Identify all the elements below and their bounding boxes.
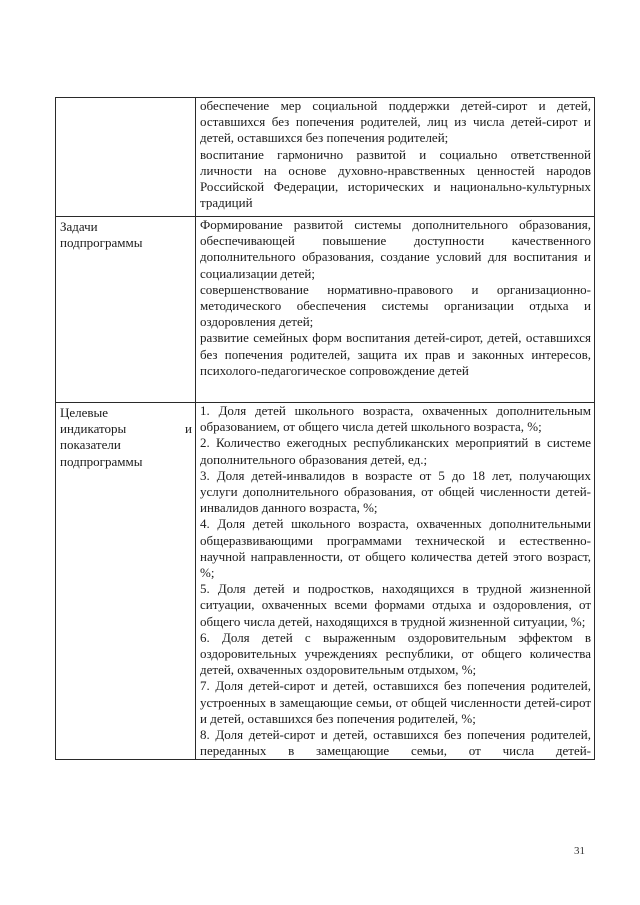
program-passport-table	[55, 97, 595, 760]
indicator-item: 2. Количество ежегодных республиканских мероприятий в системе дополнительного образования детей, ед.;	[200, 435, 591, 467]
indicator-item: 6. Доля детей с выраженным оздоровительным эффектом в оздоровительных учреждениях республики, от общего количества детей, охваченных оздоровительным отдыхом, %;	[200, 629, 591, 678]
indicator-item: 1. Доля детей школьного возраста, охваченных дополнительным образованием, от общего числа детей школьного возраста, %;	[200, 403, 591, 435]
paragraph: Формирование развитой системы дополнительного образования, обеспечивающей повышение доступности качественного дополнительного образования, создание условий для воспитания и социализации детей;	[200, 217, 591, 281]
indicator-item: 3. Доля детей-инвалидов в возрасте от 5 до 18 лет, получающих услуги дополнительного образования, от общей численности детей-инвалидов данного возраста, %;	[200, 467, 591, 516]
table-row	[56, 403, 595, 760]
table-row	[56, 217, 595, 403]
row-label-cell	[56, 98, 196, 217]
row-label-line: показатели	[60, 437, 121, 453]
row-label-line: подпрограммы	[60, 453, 143, 469]
row-label-line: Целевые	[60, 405, 109, 420]
table-row	[56, 98, 595, 217]
row-label-cell	[56, 403, 196, 760]
row-label-line	[60, 421, 192, 437]
row-label-word: индикаторы	[60, 421, 127, 437]
row-label-line: Задачи	[60, 219, 98, 234]
indicator-item: 8. Доля детей-сирот и детей, оставшихся без попечения родителей, переданных в замещающие семьи, от числа детей-	[200, 727, 591, 759]
indicator-item: 7. Доля детей-сирот и детей, оставшихся без попечения родителей, устроенных в замещающие семьи, от общей численности детей-сирот и детей, оставшихся без попечения родителей, %;	[200, 678, 591, 726]
paragraph: воспитание гармонично развитой и социально ответственной личности на основе духовно-нравственных ценностей народов Российской Федерации, исторических и национально-культурных традиций	[200, 146, 591, 211]
row-content-cell	[196, 98, 595, 217]
row-content-cell	[196, 217, 595, 403]
row-label-word: и	[185, 421, 192, 437]
indicator-item: 4. Доля детей школьного возраста, охваченных дополнительными общеразвивающими программами технической и естественно-научной направленности, от общего количества детей этого возраст, %;	[200, 516, 591, 581]
indicator-item: 5. Доля детей и подростков, находящихся в трудной жизненной ситуации, охваченных всеми формами отдыха и оздоровления, от общего числа детей, находящихся в трудной жизненной ситуации, %;	[200, 581, 591, 629]
page-number: 31	[574, 845, 585, 857]
row-content-cell	[196, 403, 595, 760]
paragraph: развитие семейных форм воспитания детей-сирот, детей, оставшихся без попечения родителей, защита их прав и законных интересов, психолого-педагогическое сопровождение детей	[200, 330, 591, 378]
paragraph: совершенствование нормативно-правового и организационно-методического обеспечения системы организации отдыха и оздоровления детей;	[200, 281, 591, 330]
row-label-line: подпрограммы	[60, 235, 143, 251]
paragraph: обеспечение мер социальной поддержки детей-сирот и детей, оставшихся без попечения родителей, лиц из числа детей-сирот и детей, оставшихся без попечения родителей;	[200, 98, 591, 146]
row-label-cell	[56, 217, 196, 403]
